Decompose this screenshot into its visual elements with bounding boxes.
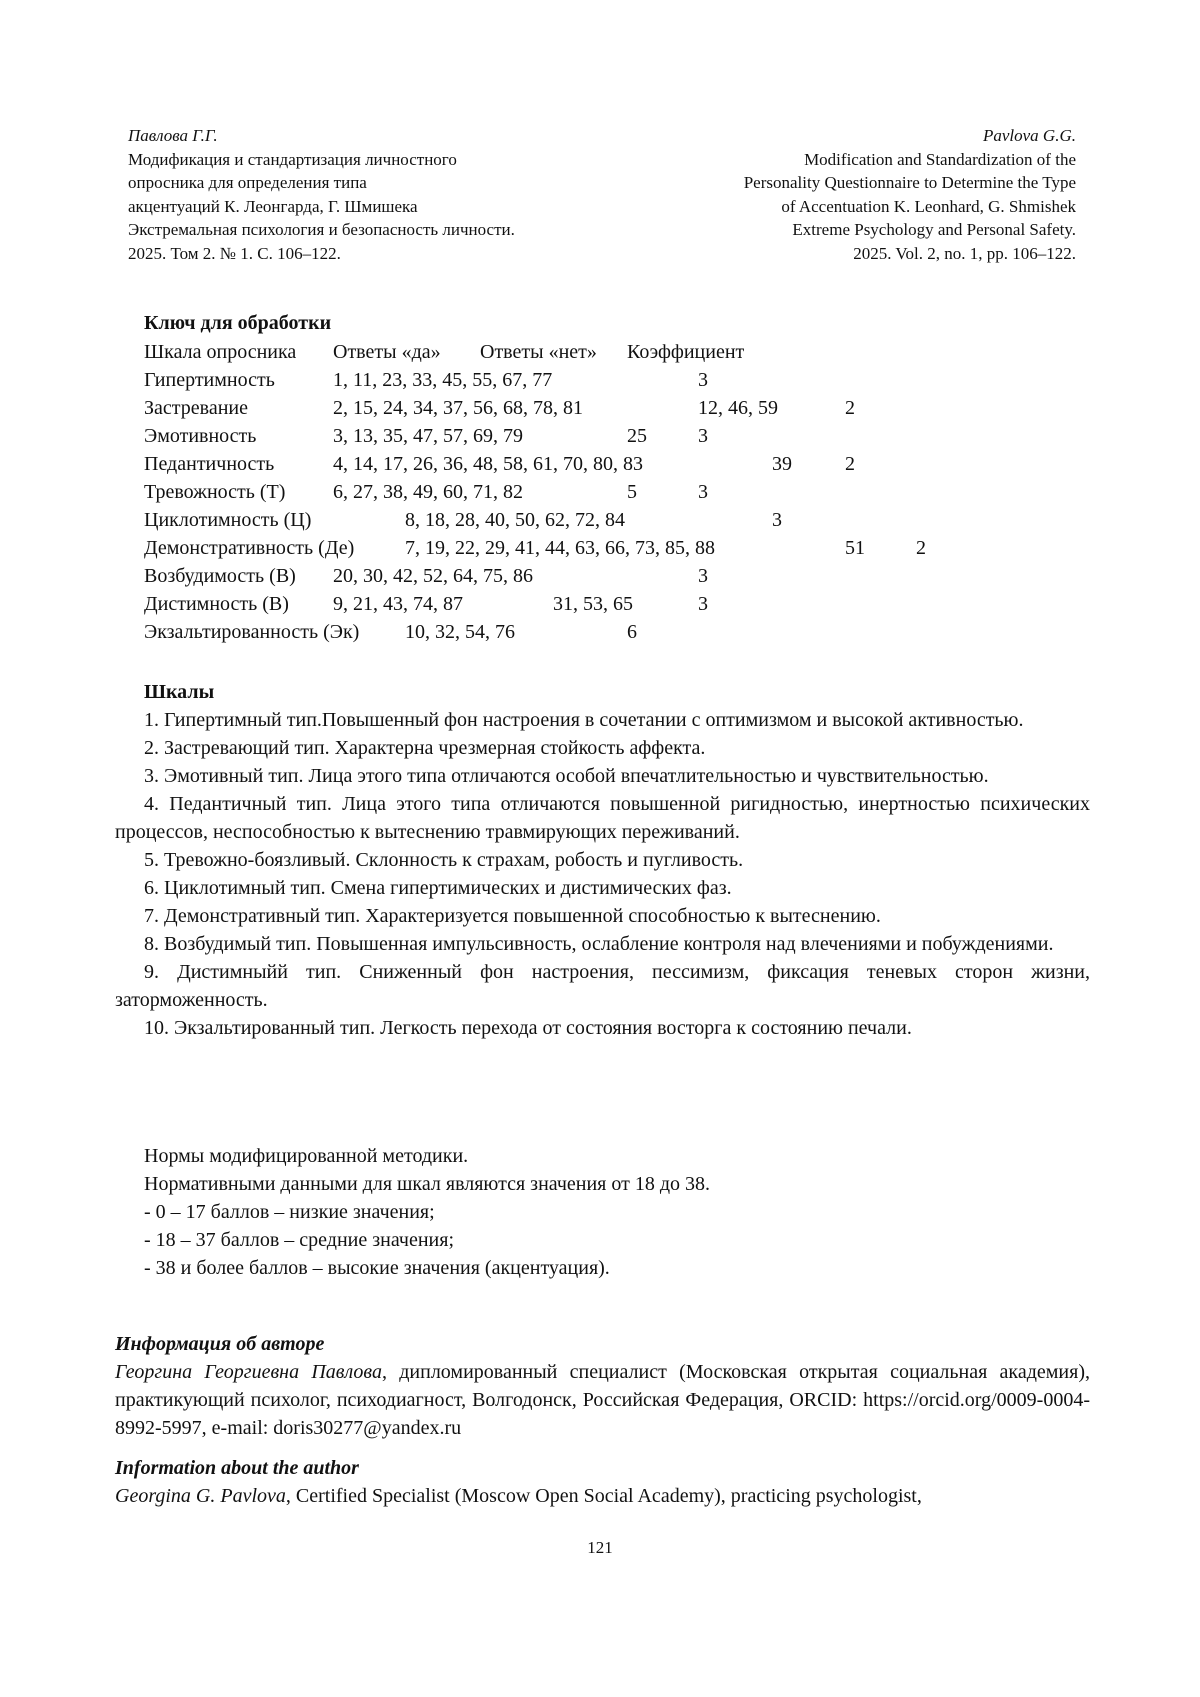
author-name-en: Georgina G. Pavlova [115, 1485, 286, 1507]
scale-item: 5. Тревожно-боязливый. Склонность к страхам, робость и пугливость. [144, 849, 744, 871]
key-row-scale: Циклотимность (Ц) [144, 509, 312, 531]
key-row-yes: 20, 30, 42, 52, 64, 75, 86 [333, 565, 533, 587]
header-author-ru: Павлова Г.Г. [128, 126, 218, 145]
header-journal-en: Extreme Psychology and Personal Safety. [792, 220, 1076, 239]
author-details-ru: , дипломированный специалист (Московская открытая социальная академия), практикующий психолог, психодиагност, Волгодонск, Российская Федерация, ORCID: https://orcid.org/0009-0004-8992-5997, e-mail: doris30277@yandex.ru [115, 1361, 1090, 1439]
scale-item: 9. Дистимныйй тип. Сниженный фон настроения, пессимизм, фиксация теневых сторон жизни, заторможенность. [115, 961, 1090, 1011]
scale-item: 7. Демонстративный тип. Характеризуется повышенной способностью к вытеснению. [144, 905, 881, 927]
scales-section [115, 678, 1090, 1042]
key-col-coef: Коэффициент [627, 341, 745, 363]
key-row-scale: Застревание [144, 397, 248, 419]
key-row-scale: Возбудимость (В) [144, 565, 296, 587]
key-row-no: 51 [845, 537, 865, 559]
header-title-ru-1: Модификация и стандартизация личностного [128, 149, 457, 169]
key-row-scale: Гипертимность [144, 369, 275, 391]
key-row-coef: 3 [698, 369, 708, 391]
key-col-yes: Ответы «да» [333, 341, 441, 363]
header-title-en-1: Modification and Standardization of the [804, 149, 1076, 169]
header-volume-ru: 2025. Том 2. № 1. С. 106–122. [128, 243, 341, 263]
key-row-scale: Демонстративность (Де) [144, 537, 355, 559]
key-row-coef: 3 [698, 481, 708, 503]
header-title-en-2: Personality Questionnaire to Determine the Type [743, 173, 1076, 192]
key-row-coef: 3 [698, 593, 708, 615]
key-row-yes: 1, 11, 23, 33, 45, 55, 67, 77 [333, 369, 553, 391]
key-row-coef: 2 [916, 537, 926, 559]
key-row-yes: 4, 14, 17, 26, 36, 48, 58, 61, 70, 80, 83 [333, 453, 643, 475]
header-author-en: Pavlova G.G. [982, 126, 1076, 145]
key-row-yes: 8, 18, 28, 40, 50, 62, 72, 84 [405, 509, 625, 531]
key-row-no: 5 [627, 481, 637, 503]
author-bio-en [115, 1482, 1090, 1510]
key-row-coef: 3 [698, 425, 708, 447]
key-row-coef: 6 [627, 621, 637, 643]
author-name-ru: Георгина Георгиевна Павлова [115, 1361, 382, 1383]
key-row-coef: 3 [698, 565, 708, 587]
key-row-yes: 2, 15, 24, 34, 37, 56, 68, 78, 81 [333, 397, 583, 419]
key-row-yes: 7, 19, 22, 29, 41, 44, 63, 66, 73, 85, 88 [405, 537, 715, 559]
author-details-en: , Certified Specialist (Moscow Open Social Academy), practicing psychologist, [285, 1485, 922, 1507]
key-row-coef: 3 [772, 509, 782, 531]
scale-item: 8. Возбудимый тип. Повышенная импульсивность, ослабление контроля над влечениями и побуждениями. [144, 933, 1054, 955]
scale-item: 10. Экзальтированный тип. Легкость перехода от состояния восторга к состоянию печали. [144, 1017, 912, 1039]
key-row-coef: 2 [845, 453, 855, 475]
scale-item: 2. Застревающий тип. Характерна чрезмерная стойкость аффекта. [144, 737, 706, 759]
author-info [115, 1330, 1090, 1510]
norms-line: - 18 – 37 баллов – средние значения; [144, 1229, 455, 1251]
key-row-scale: Дистимность (В) [144, 593, 289, 615]
key-title: Ключ для обработки [144, 312, 332, 334]
key-row-scale: Экзальтированность (Эк) [144, 621, 360, 643]
key-row-scale: Тревожность (Т) [144, 481, 286, 503]
running-header-en [556, 124, 1076, 265]
header-title-ru-2: опросника для определения типа [128, 173, 367, 192]
key-row-coef: 2 [845, 397, 855, 419]
key-row-yes: 9, 21, 43, 74, 87 [333, 593, 463, 615]
key-col-scale: Шкала опросника [144, 341, 297, 363]
scales-title: Шкалы [144, 681, 215, 703]
scale-item: 1. Гипертимный тип.Повышенный фон настроения в сочетании с оптимизмом и высокой активностью. [144, 709, 1024, 731]
key-row-yes: 6, 27, 38, 49, 60, 71, 82 [333, 481, 523, 503]
key-row-scale: Эмотивность [144, 425, 257, 447]
key-row-yes: 3, 13, 35, 47, 57, 69, 79 [333, 425, 523, 447]
author-heading-ru: Информация об авторе [115, 1333, 325, 1355]
key-row-no: 12, 46, 59 [698, 397, 778, 419]
header-journal-ru: Экстремальная психология и безопасность личности. [128, 220, 515, 239]
key-col-no: Ответы «нет» [480, 341, 597, 363]
key-row-no: 31, 53, 65 [553, 593, 633, 615]
norms-line: Нормативными данными для шкал являются значения от 18 до 38. [144, 1173, 711, 1195]
header-title-ru-3: акцентуаций К. Леонгарда, Г. Шмишека [128, 196, 418, 216]
norms-line: - 0 – 17 баллов – низкие значения; [144, 1201, 435, 1223]
header-title-en-3: of Accentuation K. Leonhard, G. Shmishek [781, 196, 1076, 216]
key-row-no: 39 [772, 453, 792, 475]
norms-section [144, 1142, 710, 1282]
header-volume-en: 2025. Vol. 2, no. 1, pp. 106–122. [853, 243, 1076, 263]
scale-item: 4. Педантичный тип. Лица этого типа отличаются повышенной ригидностью, инертностью психических процессов, неспособностью к вытеснению травмирующих переживаний. [115, 793, 1090, 843]
scale-item: 6. Циклотимный тип. Смена гипертимических и дистимических фаз. [144, 877, 732, 899]
page-number: 121 [587, 1538, 613, 1557]
scale-item: 3. Эмотивный тип. Лица этого типа отличаются особой впечатлительностью и чувствительностью. [144, 765, 989, 787]
key-row-scale: Педантичность [144, 453, 275, 475]
author-heading-en: Information about the author [115, 1457, 359, 1479]
norms-line: - 38 и более баллов – высокие значения (акцентуация). [144, 1257, 610, 1279]
key-row-no: 25 [627, 425, 647, 447]
author-bio-ru [115, 1358, 1090, 1442]
norms-title: Нормы модифицированной методики. [144, 1145, 469, 1167]
key-row-yes: 10, 32, 54, 76 [405, 621, 515, 643]
